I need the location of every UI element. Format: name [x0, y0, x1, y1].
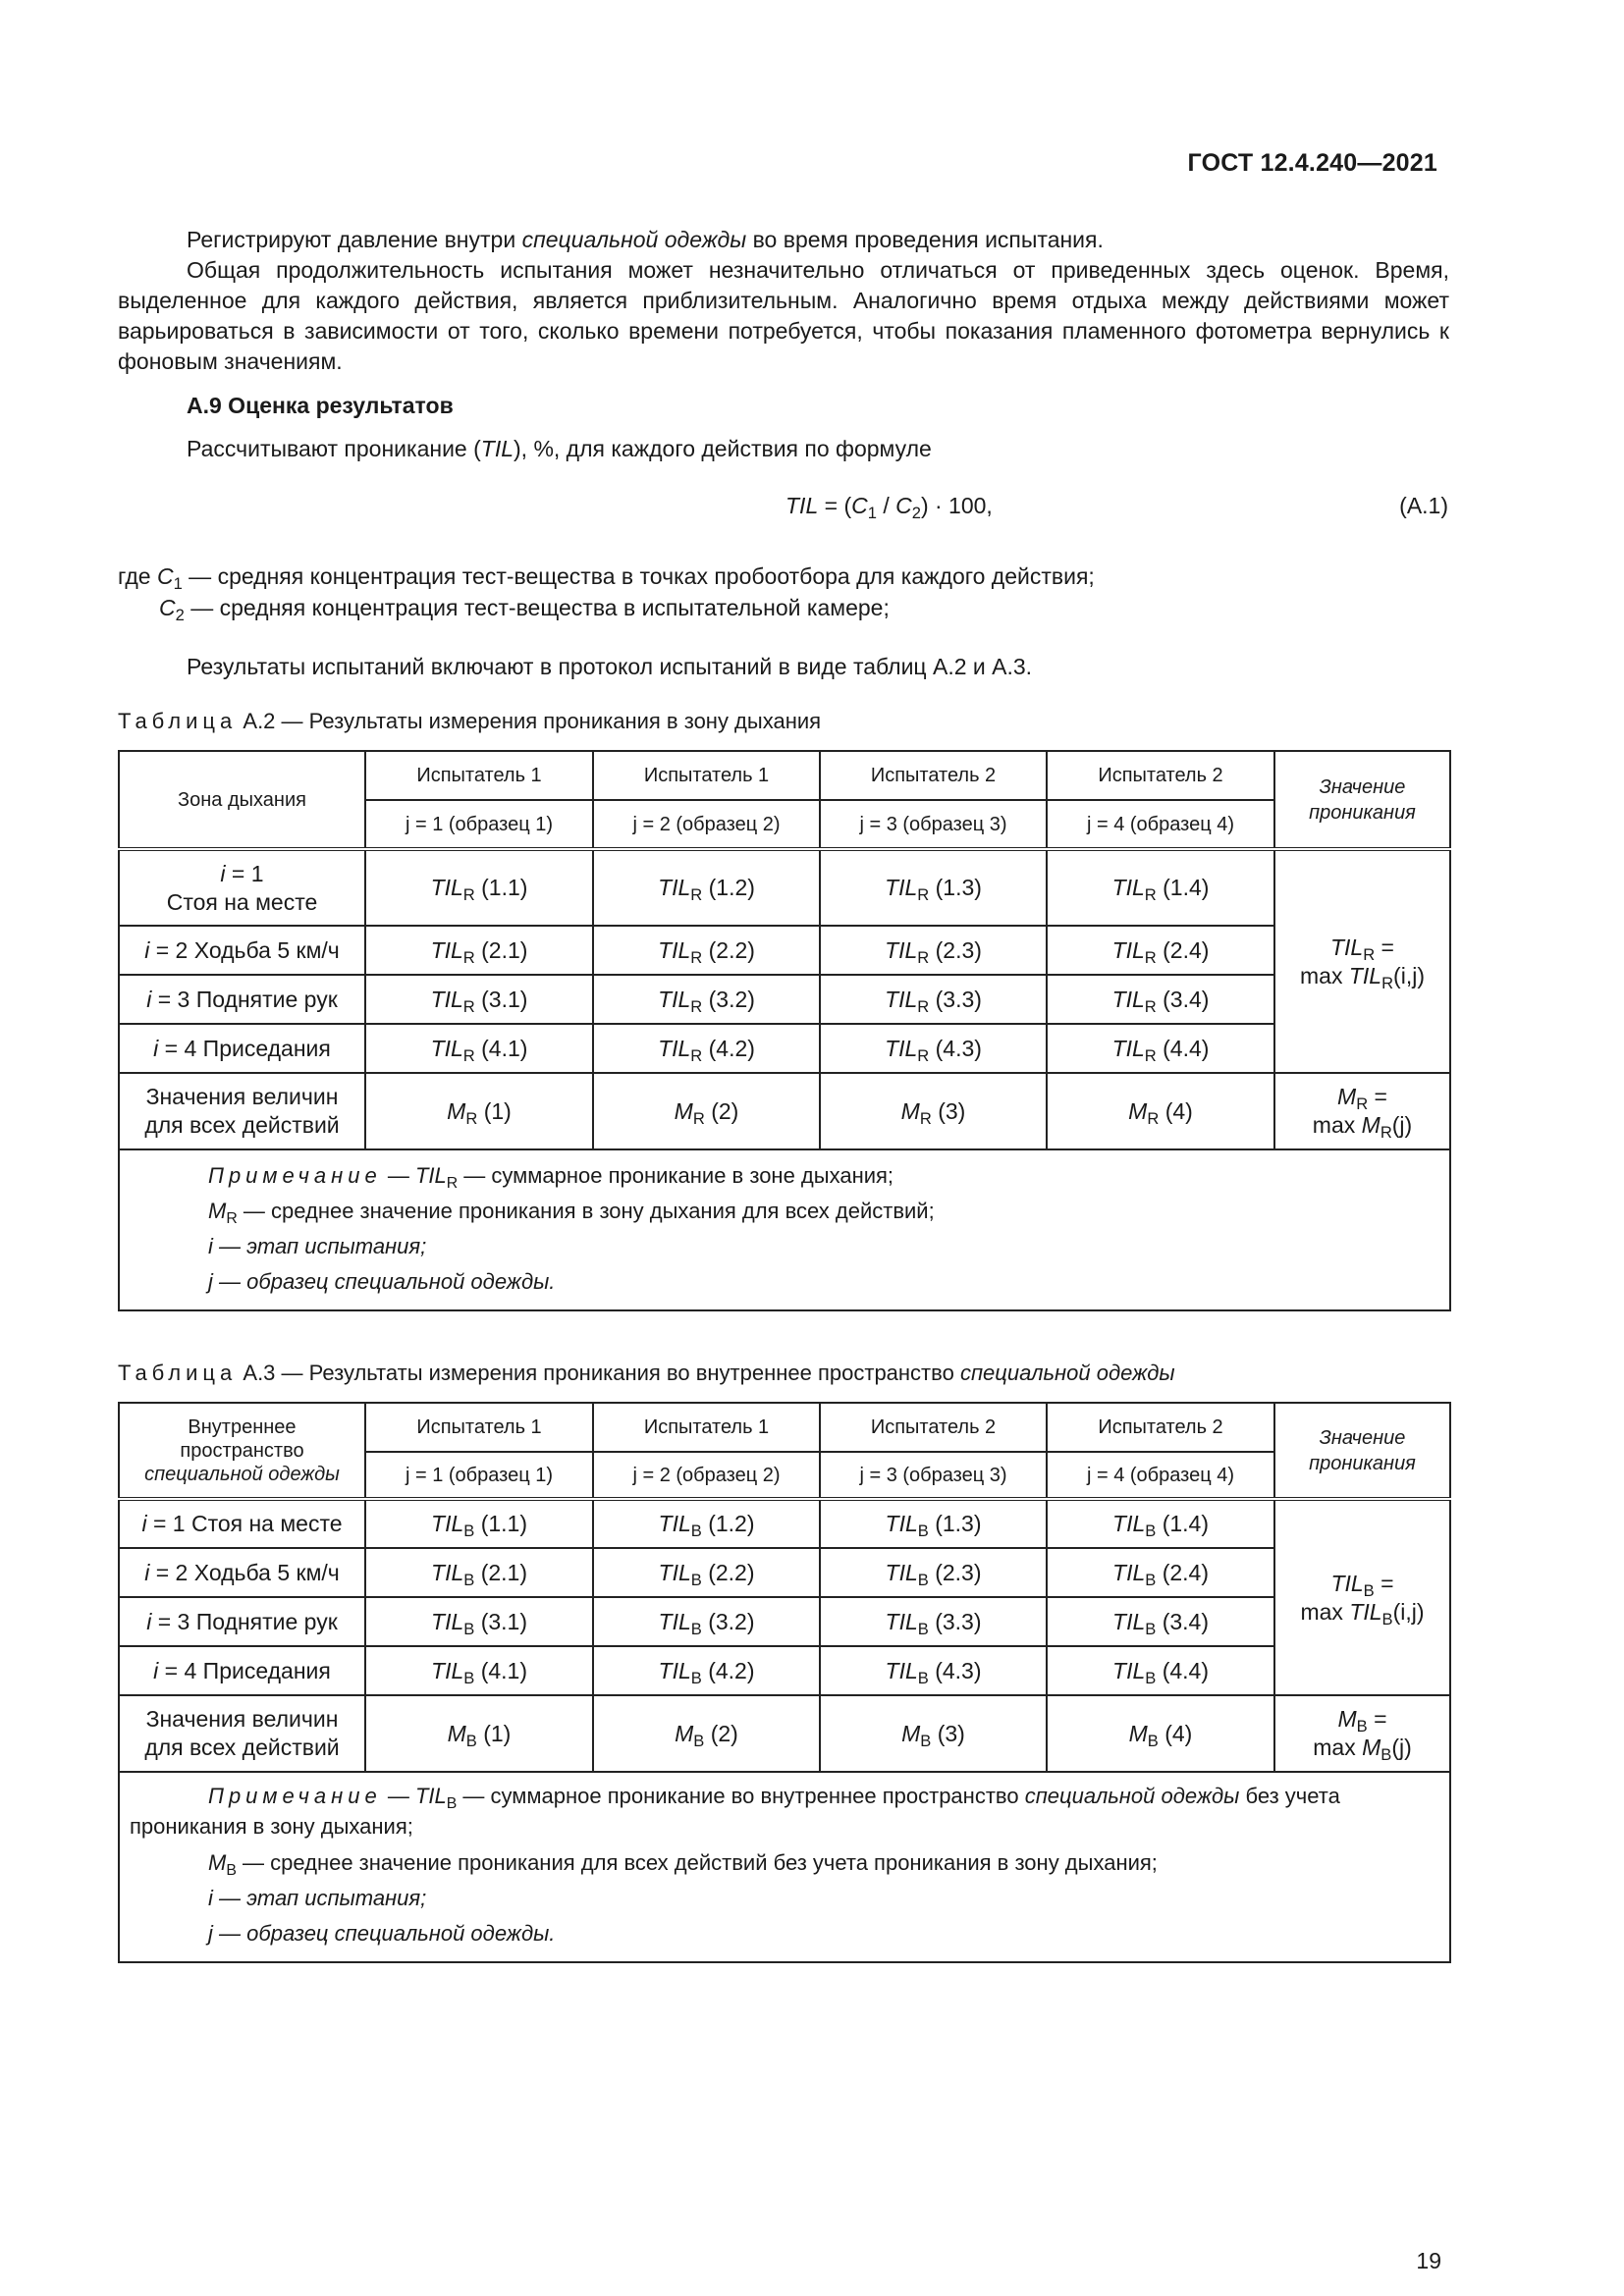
table-a3-caption: Таблица А.3 — Результаты измерения проникания во внутреннее пространство специальной одежды — [118, 1361, 1175, 1385]
table-cell: $TIL_B$ (3.2) — [593, 1597, 820, 1646]
row-label: Значения величин для всех действий — [119, 1695, 365, 1772]
table-a2-zone-header: Зона дыхания — [119, 751, 365, 849]
table-a3-tester-3: Испытатель 2 — [820, 1403, 1047, 1452]
table-cell: $M_R$ = $\max M_R(j)$ — [1274, 1073, 1450, 1149]
table-row — [119, 975, 1450, 1024]
table-a2-sample-4: j = 4 (образец 4) — [1047, 800, 1274, 849]
table-a2-value-header: Значение проникания — [1274, 751, 1450, 849]
table-cell: $M_R$ (1) — [365, 1073, 593, 1149]
table-cell: $TIL_B$ (4.1) — [365, 1646, 593, 1695]
intro-paragraph-2: Общая продолжительность испытания может незначительно отличаться от приведенных здесь оценок. Время, выделенное для каждого действия, является приблизительным. Аналогично время отдыха между действиями может варьироваться в зависимости от того, сколько времени потребуется, чтобы показания пламенного фотометра вернулись к фоновым значениям. — [118, 257, 1449, 374]
table-cell: $TIL_B$ (2.3) — [820, 1548, 1047, 1597]
table-a2-sample-3: j = 3 (образец 3) — [820, 800, 1047, 849]
table-cell: $M_B$ = $\max M_B(j)$ — [1274, 1695, 1450, 1772]
row-label: i = 1 Стоя на месте — [119, 1499, 365, 1548]
section-title: А.9 Оценка результатов — [187, 393, 454, 418]
table-cell: $TIL_B$ (1.3) — [820, 1499, 1047, 1548]
table-cell: $TIL_B$ (4.3) — [820, 1646, 1047, 1695]
table-cell: $TIL_B$ (2.4) — [1047, 1548, 1274, 1597]
table-cell: $M_B$ (3) — [820, 1695, 1047, 1772]
table-cell: $TIL_B$ (3.1) — [365, 1597, 593, 1646]
row-label: i = 2 Ходьба 5 км/ч — [119, 926, 365, 975]
results-text: Результаты испытаний включают в протокол испытаний в виде таблиц А.2 и А.3. — [187, 654, 1033, 679]
table-cell: $TIL_R$ (3.4) — [1047, 975, 1274, 1024]
table-a2-max-formula: $TIL_R$ = $\max TIL_R(i,j)$ — [1274, 849, 1450, 1073]
table-a2 — [118, 750, 1451, 1311]
table-cell: $TIL_B$ (1.4) — [1047, 1499, 1274, 1548]
table-a2-caption: Таблица А.2 — Результаты измерения проникания в зону дыхания — [118, 709, 822, 733]
table-a2-tester-1: Испытатель 1 — [365, 751, 593, 800]
formula-intro: Рассчитывают проникание (TIL), %, для каждого действия по формуле — [187, 436, 932, 461]
table-cell: $TIL_R$ (1.2) — [593, 849, 820, 926]
table-cell: $TIL_R$ (3.1) — [365, 975, 593, 1024]
row-label: i = 1 Стоя на месте — [119, 849, 365, 926]
table-a2-sample-2: j = 2 (образец 2) — [593, 800, 820, 849]
page-number: 19 — [1416, 2248, 1441, 2273]
table-cell: $TIL_R$ (4.1) — [365, 1024, 593, 1073]
table-cell: $M_B$ (2) — [593, 1695, 820, 1772]
row-label: Значения величин для всех действий — [119, 1073, 365, 1149]
row-label: i = 3 Поднятие рук — [119, 975, 365, 1024]
table-cell: $TIL_B$ (3.3) — [820, 1597, 1047, 1646]
table-a3-tester-4: Испытатель 2 — [1047, 1403, 1274, 1452]
table-cell: $TIL_B$ (2.1) — [365, 1548, 593, 1597]
table-a2-tester-3: Испытатель 2 — [820, 751, 1047, 800]
table-row — [119, 849, 1450, 926]
row-label: i = 3 Поднятие рук — [119, 1597, 365, 1646]
table-a3-value-header: Значение проникания — [1274, 1403, 1450, 1499]
table-cell: $TIL_R$ (4.4) — [1047, 1024, 1274, 1073]
table-a3-zone-header: Внутреннее пространство специальной одежды — [119, 1403, 365, 1499]
table-cell: $M_B$ (1) — [365, 1695, 593, 1772]
formula-a1 — [118, 493, 1448, 526]
table-cell: $TIL_R$ (4.3) — [820, 1024, 1047, 1073]
table-cell: $TIL_R$ (4.2) — [593, 1024, 820, 1073]
table-cell: $TIL_R$ (1.4) — [1047, 849, 1274, 926]
table-cell: $TIL_R$ (2.4) — [1047, 926, 1274, 975]
where-c1: где $C_1$ — средняя концентрация тест-вещества в точках пробоотбора для каждого действия; — [118, 563, 1095, 593]
table-cell: $TIL_R$ (1.1) — [365, 849, 593, 926]
table-a2-note: Примечание — $TIL_R$ — суммарное проникание в зоне дыхания; $M_R$ — среднее значение проникания в зону дыхания для всех действий; i — этап испытания; j — образец специальной одежды. — [119, 1149, 1450, 1310]
table-cell: $M_R$ (2) — [593, 1073, 820, 1149]
table-cell: $M_B$ (4) — [1047, 1695, 1274, 1772]
intro-paragraph-1: Регистрируют давление внутри специальной одежды во время проведения испытания. — [187, 227, 1104, 252]
table-row-summary — [119, 1073, 1450, 1149]
table-row — [119, 1499, 1450, 1548]
table-a2-sample-1: j = 1 (образец 1) — [365, 800, 593, 849]
table-cell: $TIL_R$ (3.2) — [593, 975, 820, 1024]
table-row — [119, 1646, 1450, 1695]
table-a2-tester-4: Испытатель 2 — [1047, 751, 1274, 800]
table-row-summary — [119, 1695, 1450, 1772]
table-a3-tester-1: Испытатель 1 — [365, 1403, 593, 1452]
table-cell: $M_R$ (4) — [1047, 1073, 1274, 1149]
table-a3-sample-1: j = 1 (образец 1) — [365, 1452, 593, 1499]
table-cell: $TIL_B$ (3.4) — [1047, 1597, 1274, 1646]
table-cell: $TIL_R$ (2.2) — [593, 926, 820, 975]
table-row — [119, 1024, 1450, 1073]
formula-expression: TIL = $(C_1 / C_2) \cdot 100$, — [785, 493, 993, 522]
table-cell: $TIL_B$ (2.2) — [593, 1548, 820, 1597]
table-a3-sample-2: j = 2 (образец 2) — [593, 1452, 820, 1499]
table-a2-tester-2: Испытатель 1 — [593, 751, 820, 800]
row-label: i = 4 Приседания — [119, 1646, 365, 1695]
row-label: i = 2 Ходьба 5 км/ч — [119, 1548, 365, 1597]
table-cell: $TIL_R$ (3.3) — [820, 975, 1047, 1024]
table-row — [119, 1548, 1450, 1597]
intro-text — [118, 225, 1449, 377]
table-a3-sample-3: j = 3 (образец 3) — [820, 1452, 1047, 1499]
table-cell: $TIL_B$ (1.2) — [593, 1499, 820, 1548]
table-a3-note: Примечание — $TIL_B$ — суммарное проникание во внутреннее пространство специальной одежды без учета проникания в зону дыхания; $M_B$ — среднее значение проникания для всех действий без учета проникания в зону дыхания; i — этап испытания; j — образец специальной одежды. — [119, 1772, 1450, 1962]
table-a3-sample-4: j = 4 (образец 4) — [1047, 1452, 1274, 1499]
table-cell: $TIL_R$ (2.3) — [820, 926, 1047, 975]
table-cell: $M_R$ (3) — [820, 1073, 1047, 1149]
table-a3-max-formula: $TIL_B$ = $\max TIL_B(i,j)$ — [1274, 1499, 1450, 1695]
row-label: i = 4 Приседания — [119, 1024, 365, 1073]
where-c2: $C_2$ — средняя концентрация тест-вещества в испытательной камере; — [159, 595, 890, 624]
table-row — [119, 926, 1450, 975]
table-a3 — [118, 1402, 1451, 1963]
table-cell: $TIL_R$ (1.3) — [820, 849, 1047, 926]
table-cell: $TIL_B$ (4.4) — [1047, 1646, 1274, 1695]
table-cell: $TIL_R$ (2.1) — [365, 926, 593, 975]
table-cell: $TIL_B$ (4.2) — [593, 1646, 820, 1695]
table-row — [119, 1597, 1450, 1646]
table-a3-tester-2: Испытатель 1 — [593, 1403, 820, 1452]
table-cell: $TIL_B$ (1.1) — [365, 1499, 593, 1548]
document-header: ГОСТ 12.4.240—2021 — [1187, 149, 1437, 177]
formula-number: (А.1) — [1399, 493, 1448, 518]
